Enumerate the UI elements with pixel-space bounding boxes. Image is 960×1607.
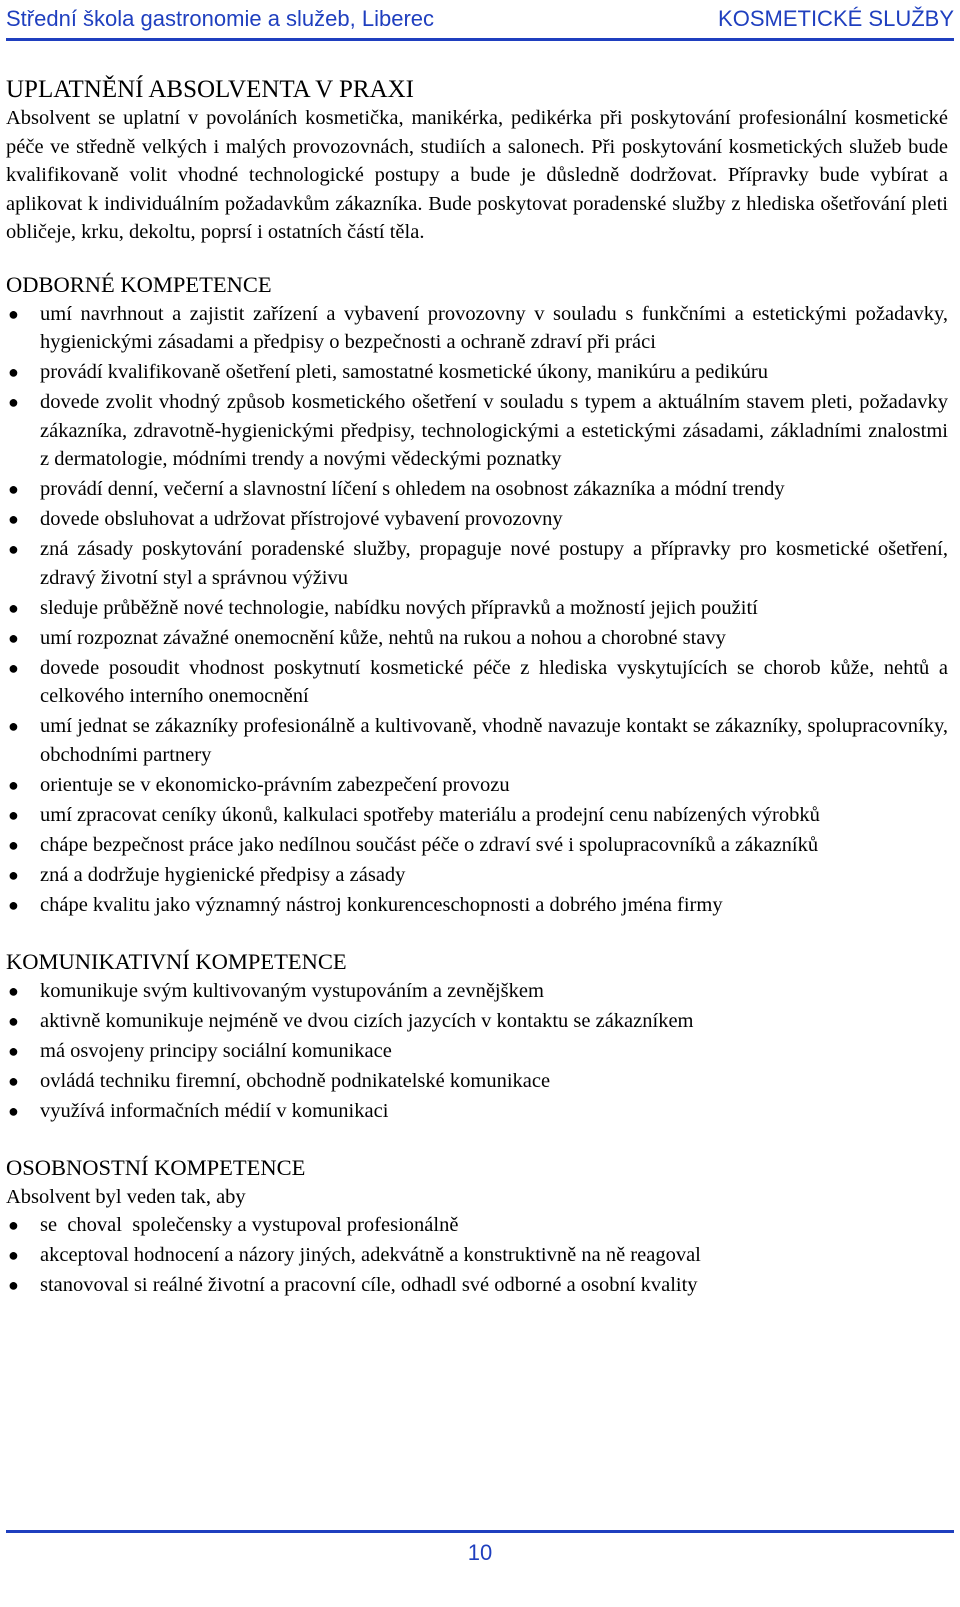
list-item: ● stanovoval si reálné životní a pracovní cíle, odhadl své odborné a osobní kvality bbox=[6, 1271, 948, 1300]
list-item: ● umí rozpoznat závažné onemocnění kůže, nehtů na rukou a nohou a chorobné stavy bbox=[6, 624, 948, 653]
list-item: ● dovede obsluhovat a udržovat přístrojové vybavení provozovny bbox=[6, 505, 948, 534]
list-item: ● využívá informačních médií v komunikaci bbox=[6, 1097, 948, 1126]
list-item: ● orientuje se v ekonomicko-právním zabezpečení provozu bbox=[6, 771, 948, 800]
list-item: ● aktivně komunikuje nejméně ve dvou cizích jazycích v kontaktu se zákazníkem bbox=[6, 1007, 948, 1036]
bullet-icon: ● bbox=[8, 479, 19, 499]
header-rule bbox=[6, 38, 954, 41]
footer-rule bbox=[6, 1530, 954, 1533]
list-item: ● dovede posoudit vhodnost poskytnutí kosmetické péče z hlediska vyskytujících se chorob kůže, nehtů a celkového interního onemocnění bbox=[6, 654, 948, 711]
school-name: Střední škola gastronomie a služeb, Liberec bbox=[6, 6, 435, 31]
bullet-icon: ● bbox=[8, 539, 19, 559]
list-item: ● akceptoval hodnocení a názory jiných, adekvátně a konstruktivně na ně reagoval bbox=[6, 1241, 948, 1270]
list-item: ● sleduje průběžně nové technologie, nabídku nových přípravků a možností jejich použití bbox=[6, 594, 948, 623]
bullet-icon: ● bbox=[8, 980, 19, 1001]
bullet-icon: ● bbox=[8, 804, 19, 825]
page-number: 10 bbox=[467, 1540, 493, 1565]
bullet-icon: ● bbox=[8, 392, 19, 412]
list-item: ● provádí kvalifikovaně ošetření pleti, samostatné kosmetické úkony, manikúru a pedikúru bbox=[6, 358, 948, 387]
bullet-icon: ● bbox=[8, 597, 19, 618]
bullet-icon: ● bbox=[8, 1040, 19, 1061]
bullet-icon: ● bbox=[8, 1100, 19, 1121]
bullet-icon: ● bbox=[8, 894, 19, 915]
bullet-icon: ● bbox=[8, 657, 19, 678]
bullet-icon: ● bbox=[8, 1010, 19, 1031]
bullet-icon: ● bbox=[8, 303, 19, 324]
bullet-icon: ● bbox=[8, 362, 19, 382]
list-item: ● zná zásady poskytování poradenské služby, propaguje nové postupy a přípravky pro kosmetické ošetření, zdravý životní styl a správnou výživu bbox=[6, 535, 948, 592]
bullet-icon: ● bbox=[8, 1245, 19, 1265]
bullet-icon: ● bbox=[8, 716, 19, 736]
odborne-list bbox=[6, 300, 948, 920]
list-item: ● umí zpracovat ceníky úkonů, kalkulaci spotřeby materiálu a prodejní cenu nabízených výrobků bbox=[6, 801, 948, 830]
list-item: ● umí jednat se zákazníky profesionálně a kultivovaně, vhodně navazuje kontakt se zákazníky, spolupracovníky, obchodními partnery bbox=[6, 712, 948, 769]
list-item: ● ovládá techniku firemní, obchodně podnikatelské komunikace bbox=[6, 1067, 948, 1096]
bullet-icon: ● bbox=[8, 834, 19, 855]
bullet-icon: ● bbox=[8, 1275, 19, 1295]
bullet-icon: ● bbox=[8, 864, 19, 885]
section-title-komunikativni: KOMUNIKATIVNÍ KOMPETENCE bbox=[6, 948, 347, 974]
list-item: ● provádí denní, večerní a slavnostní líčení s ohledem na osobnost zákazníka a módní trendy bbox=[6, 475, 948, 504]
komunikativni-list bbox=[6, 977, 948, 1126]
section-title-osobnostni: OSOBNOSTNÍ KOMPETENCE bbox=[6, 1154, 306, 1180]
list-item: ● chápe kvalitu jako významný nástroj konkurenceschopnosti a dobrého jména firmy bbox=[6, 891, 948, 920]
bullet-icon: ● bbox=[8, 1215, 19, 1235]
list-item: ● komunikuje svým kultivovaným vystupováním a zevnějškem bbox=[6, 977, 948, 1006]
bullet-icon: ● bbox=[8, 627, 19, 648]
bullet-icon: ● bbox=[8, 774, 19, 795]
document-body bbox=[6, 74, 948, 1301]
bullet-icon: ● bbox=[8, 1070, 19, 1091]
field-name: KOSMETICKÉ SLUŽBY bbox=[718, 6, 954, 31]
list-item: ● chápe bezpečnost práce jako nedílnou součást péče o zdraví své i spolupracovníků a zákazníků bbox=[6, 831, 948, 860]
osobnostni-intro: Absolvent byl veden tak, aby bbox=[6, 1185, 246, 1208]
section-title-uplatneni: UPLATNĚNÍ ABSOLVENTA V PRAXI bbox=[6, 76, 415, 103]
list-item: ● dovede zvolit vhodný způsob kosmetického ošetření v souladu s typem a aktuálním stavem pleti, požadavky zákazníka, zdravotně-hygienickými předpisy, technologickými a estetickými zásadami, základními znalostmi z dermatologie, módními trendy a novými vědeckými poznatky bbox=[6, 388, 948, 474]
page-header bbox=[6, 0, 954, 40]
uplatneni-paragraph: Absolvent se uplatní v povoláních kosmetička, manikérka, pedikérka při poskytování profesionální kosmetické péče ve středně velkých i malých provozovnách, studiích a salonech. Při poskytování kosmetických služeb bude kvalifikovaně volit vhodné technologické postupy a bude je důsledně dodržovat. Přípravky bude vybírat a aplikovat k individuálním požadavkům zákazníka. Bude poskytovat poradenské služby z hlediska ošetřování pleti obličeje, krku, dekoltu, poprsí i ostatních částí těla. bbox=[6, 107, 948, 243]
bullet-icon: ● bbox=[8, 509, 19, 529]
list-item: ● zná a dodržuje hygienické předpisy a zásady bbox=[6, 861, 948, 890]
list-item: ● má osvojeny principy sociální komunikace bbox=[6, 1037, 948, 1066]
list-item: ● se choval společensky a vystupoval profesionálně bbox=[6, 1211, 948, 1240]
list-item: ● umí navrhnout a zajistit zařízení a vybavení provozovny v souladu s funkčními a estetickými požadavky, hygienickými zásadami a předpisy o bezpečnosti a ochraně zdraví při práci bbox=[6, 300, 948, 357]
osobnostni-list bbox=[6, 1211, 948, 1300]
section-title-odborne: ODBORNÉ KOMPETENCE bbox=[6, 271, 272, 297]
